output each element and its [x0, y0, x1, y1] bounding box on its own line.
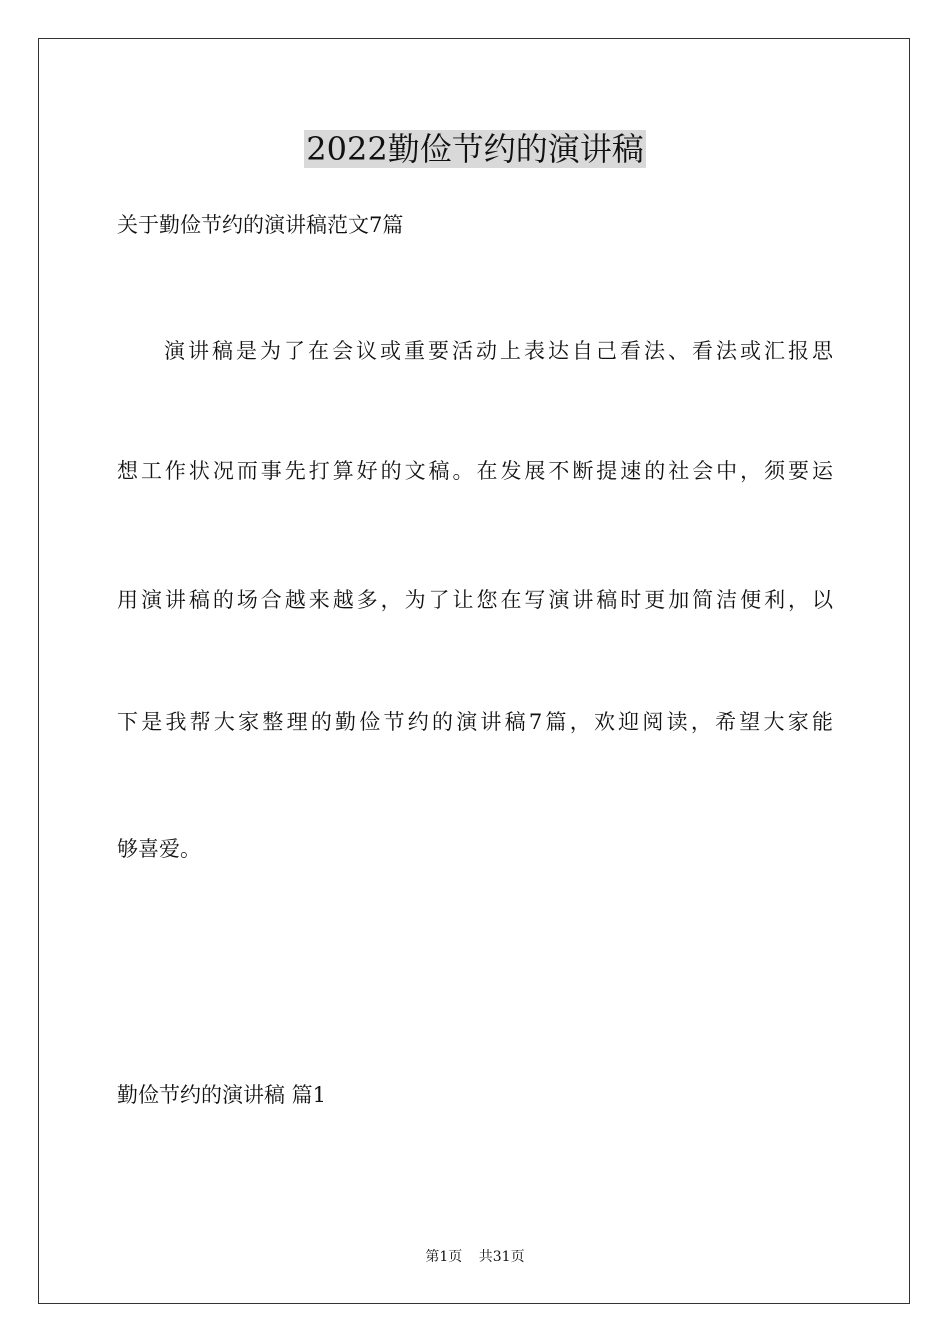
- section-heading: 勤俭节约的演讲稿 篇1: [117, 1083, 327, 1107]
- page-total: 共31页: [478, 1249, 525, 1265]
- paragraph-line: 演讲稿是为了在会议或重要活动上表达自己看法、看法或汇报思: [164, 339, 833, 363]
- document-title: [0, 127, 950, 171]
- paragraph-line: 够喜爱。: [117, 837, 201, 861]
- paragraph-line: 用演讲稿的场合越来越多，为了让您在写演讲稿时更加简洁便利，以: [117, 588, 833, 612]
- document-subtitle: 关于勤俭节约的演讲稿范文7篇: [117, 213, 404, 237]
- document-title-text: 2022勤俭节约的演讲稿: [306, 130, 644, 168]
- page-footer: [0, 1247, 950, 1267]
- page-number: 第1页: [425, 1249, 463, 1265]
- paragraph-line: 想工作状况而事先打算好的文稿。在发展不断提速的社会中，须要运: [117, 459, 833, 483]
- paragraph-line: 下是我帮大家整理的勤俭节约的演讲稿7篇，欢迎阅读，希望大家能: [117, 710, 833, 734]
